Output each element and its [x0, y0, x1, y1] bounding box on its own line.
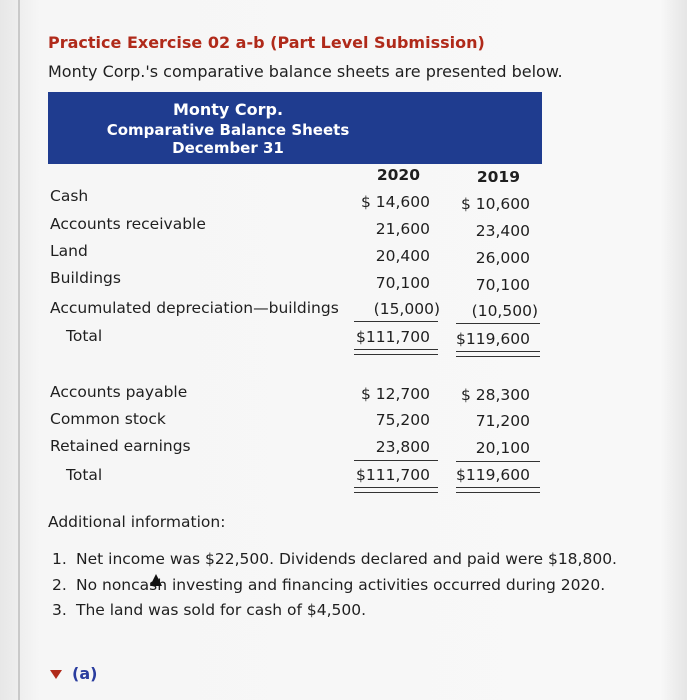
total-double-line-2019 — [456, 351, 540, 357]
part-a-label: (a) — [72, 664, 98, 683]
statement-name: Comparative Balance Sheets — [106, 121, 350, 139]
liabilities-double-line-2019 — [456, 487, 540, 493]
liabilities-total-2019: $119,600 — [456, 466, 530, 484]
common-stock-2020: 75,200 — [375, 411, 430, 429]
list-number: 1. — [52, 550, 67, 568]
row-label-accounts-receivable: Accounts receivable — [50, 215, 206, 233]
list-number: 2. — [52, 576, 67, 594]
common-stock-2019: 71,200 — [475, 412, 530, 430]
accounts-receivable-2020: 21,600 — [375, 220, 430, 238]
assets-total-2019: $119,600 — [456, 330, 530, 348]
total-double-line-2020 — [354, 349, 438, 355]
list-item — [52, 601, 366, 619]
accounts-payable-2019: $ 28,300 — [460, 386, 530, 404]
cash-2020: $ 14,600 — [360, 193, 430, 211]
column-2019: 2019 — [476, 168, 520, 186]
retained-earnings-2020: 23,800 — [375, 438, 430, 456]
list-text: The land was sold for cash of $4,500. — [76, 601, 367, 619]
left-border — [18, 0, 20, 700]
statement-date: December 31 — [172, 139, 284, 157]
accounts-receivable-2019: 23,400 — [475, 222, 530, 240]
liabilities-double-line-2020 — [354, 487, 438, 493]
statement-header — [48, 92, 542, 164]
mouse-pointer-icon — [150, 574, 162, 586]
subtotal-line-2020 — [354, 321, 438, 322]
row-label-assets-total: Total — [66, 327, 103, 345]
row-label-common-stock: Common stock — [50, 410, 166, 428]
subtotal-line-2019 — [456, 323, 540, 324]
part-a-toggle[interactable] — [50, 664, 97, 683]
retained-earnings-2019: 20,100 — [475, 439, 530, 457]
accumulated-depreciation-2019: (10,500) — [471, 302, 538, 320]
accounts-payable-2020: $ 12,700 — [360, 385, 430, 403]
row-label-buildings: Buildings — [50, 269, 121, 287]
land-2020: 20,400 — [375, 247, 430, 265]
land-2019: 26,000 — [475, 249, 530, 267]
buildings-2020: 70,100 — [375, 274, 430, 292]
liabilities-subtotal-line-2020 — [354, 460, 438, 461]
row-label-retained-earnings: Retained earnings — [50, 437, 191, 455]
liabilities-subtotal-line-2019 — [456, 461, 540, 462]
exercise-intro: Monty Corp.'s comparative balance sheets are presented below. — [48, 62, 563, 81]
additional-info-heading: Additional information: — [48, 513, 226, 531]
row-label-accounts-payable: Accounts payable — [50, 383, 188, 401]
row-label-cash: Cash — [50, 187, 89, 205]
list-item — [52, 550, 617, 568]
liabilities-total-2020: $111,700 — [356, 466, 430, 484]
column-2020: 2020 — [376, 166, 420, 184]
row-label-accumulated-depreciation: Accumulated depreciation—buildings — [50, 299, 339, 317]
accumulated-depreciation-2020: (15,000) — [373, 300, 440, 318]
buildings-2019: 70,100 — [475, 276, 530, 294]
caret-down-icon — [50, 670, 62, 679]
assets-total-2020: $111,700 — [356, 328, 430, 346]
cash-2019: $ 10,600 — [460, 195, 530, 213]
exercise-title: Practice Exercise 02 a-b (Part Level Submission) — [48, 33, 485, 52]
list-item — [52, 576, 605, 594]
list-number: 3. — [52, 601, 67, 619]
row-label-liabilities-total: Total — [66, 466, 103, 484]
company-name: Monty Corp. — [172, 100, 284, 119]
row-label-land: Land — [50, 242, 88, 260]
list-text: No noncash investing and financing activities occurred during 2020. — [76, 576, 606, 594]
list-text: Net income was $22,500. Dividends declared and paid were $18,800. — [76, 550, 617, 568]
